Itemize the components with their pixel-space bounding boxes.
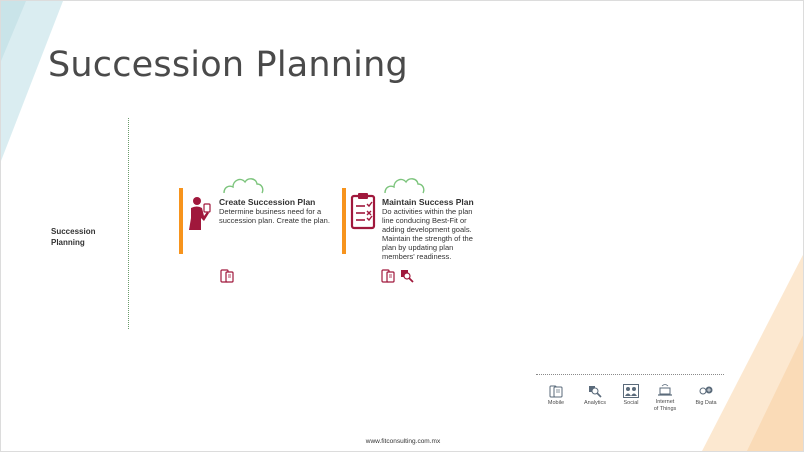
card-description: Determine business need for a succession plan. Create the plan. [219, 207, 330, 225]
checklist-clipboard-icon [350, 192, 376, 230]
analytics-icon [588, 385, 602, 398]
card-title: Maintain Success Plan [382, 197, 474, 207]
legend-item-big-data [691, 385, 721, 407]
analytics-icon [400, 269, 414, 283]
mobile-icon [381, 269, 395, 283]
person-presenting-icon [187, 196, 211, 232]
big-data-icon [698, 385, 714, 398]
vertical-divider [128, 118, 129, 329]
legend-item-social [618, 384, 644, 407]
card-title: Create Succession Plan [219, 197, 316, 207]
legend-label: Big Data [695, 400, 717, 406]
side-label: Succession Planning [51, 227, 96, 247]
legend-divider [536, 374, 724, 375]
mobile-icon [549, 385, 563, 398]
internet-of-things-icon [657, 383, 673, 397]
social-icon [623, 384, 639, 398]
legend-item-analytics [579, 385, 611, 407]
card-create-succession-plan [179, 173, 339, 288]
legend-label: Social [623, 400, 639, 406]
card-description: Do activities within the plan line conducing Best-Fit or adding development goals. Maintain the strength of the plan by updating plan members' readiness. [382, 207, 473, 261]
accent-bar [342, 188, 346, 254]
legend-label: Mobile [547, 400, 565, 406]
accent-bar [179, 188, 183, 254]
mobile-icon [220, 269, 234, 283]
card-maintain-success-plan [342, 173, 502, 288]
cloud-icon [221, 173, 265, 195]
cloud-icon [382, 173, 426, 195]
page-title: Succession Planning [48, 45, 408, 85]
legend-item-internet-of-things [650, 383, 680, 412]
footer-url: www.fitconsulting.com.mx [365, 438, 441, 445]
legend-item-mobile [541, 385, 571, 407]
legend-label: Internet of Things [653, 399, 677, 412]
legend-label: Analytics [583, 400, 606, 406]
